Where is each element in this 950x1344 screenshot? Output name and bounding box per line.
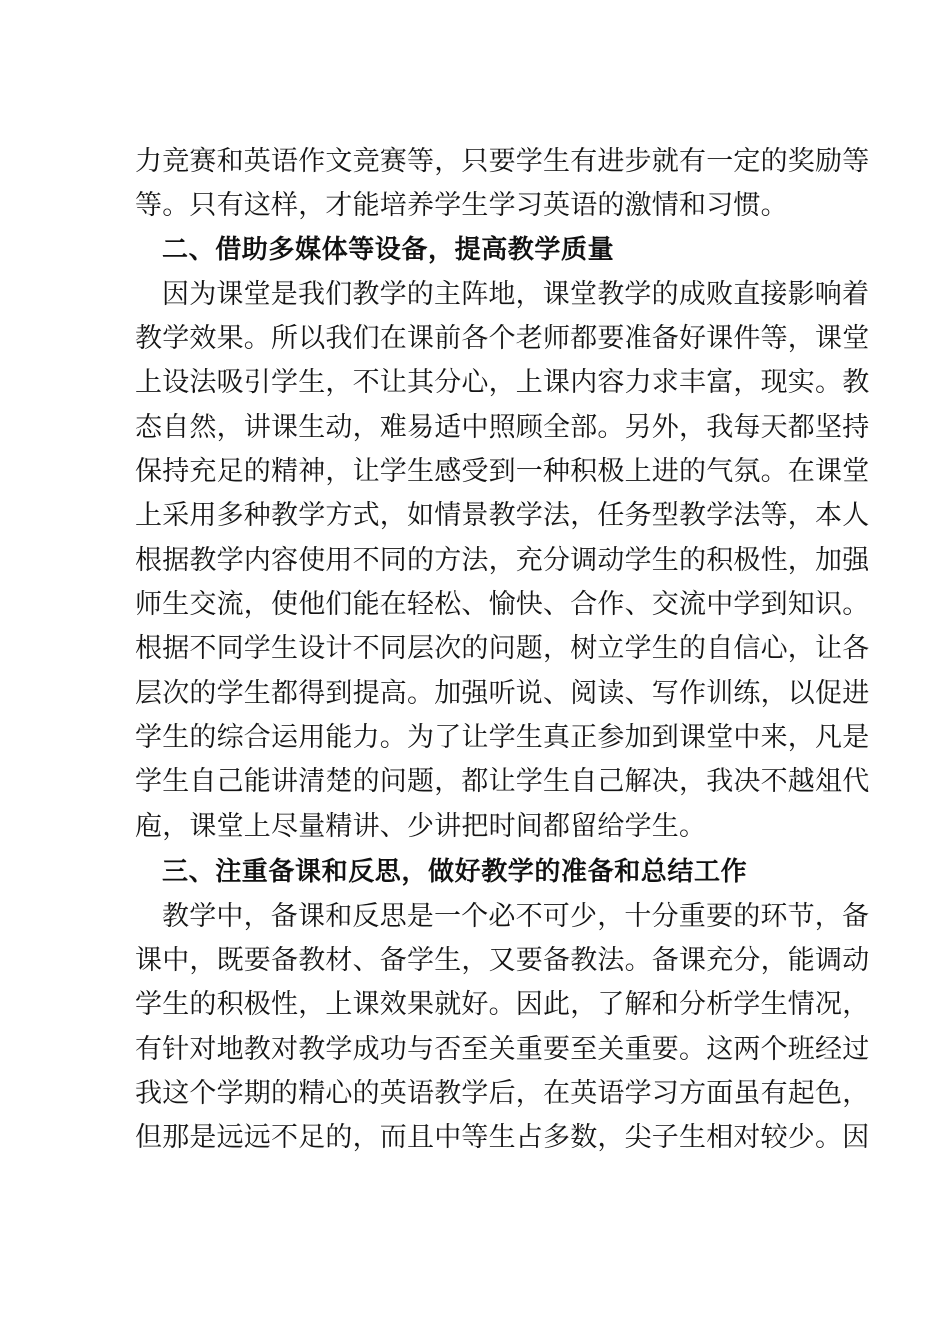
body-line-10: 师生交流，使他们能在轻松、愉快、合作、交流中学到知识。 bbox=[135, 589, 870, 620]
body-line-19: 有针对地教对教学成功与否至关重要至关重要。这两个班经过 bbox=[135, 1034, 870, 1065]
section-heading-3: 三、注重备课和反思，做好教学的准备和总结工作 bbox=[162, 857, 748, 887]
body-line-3: 因为课堂是我们教学的主阵地，课堂教学的成败直接影响着 bbox=[162, 279, 870, 310]
body-line-5: 上设法吸引学生，不让其分心，上课内容力求丰富，现实。教 bbox=[135, 367, 870, 398]
section-heading-2: 二、借助多媒体等设备，提高教学质量 bbox=[162, 235, 615, 265]
body-line-18: 学生的积极性，上课效果就好。因此，了解和分析学生情况， bbox=[135, 989, 870, 1020]
body-line-7: 保持充足的精神，让学生感受到一种积极上进的气氛。在课堂 bbox=[135, 456, 870, 487]
body-line-13: 学生的综合运用能力。为了让学生真正参加到课堂中来，凡是 bbox=[135, 722, 870, 753]
body-line-11: 根据不同学生设计不同层次的问题，树立学生的自信心，让各 bbox=[135, 633, 870, 664]
body-line-21: 但那是远远不足的，而且中等生占多数，尖子生相对较少。因 bbox=[135, 1122, 870, 1153]
body-line-14: 学生自己能讲清楚的问题，都让学生自己解决，我决不越俎代 bbox=[135, 766, 870, 797]
body-line-4: 教学效果。所以我们在课前各个老师都要准备好课件等，课堂 bbox=[135, 323, 870, 354]
body-line-9: 根据教学内容使用不同的方法，充分调动学生的积极性，加强 bbox=[135, 545, 870, 576]
body-line-2: 等。只有这样，才能培养学生学习英语的激情和习惯。 bbox=[135, 190, 788, 221]
body-line-8: 上采用多种教学方式，如情景教学法，任务型教学法等，本人 bbox=[135, 500, 870, 531]
body-line-16: 教学中，备课和反思是一个必不可少，十分重要的环节，备 bbox=[162, 901, 870, 932]
body-line-6: 态自然，讲课生动，难易适中照顾全部。另外，我每天都坚持 bbox=[135, 412, 870, 443]
body-line-15: 庖，课堂上尽量精讲、少讲把时间都留给学生。 bbox=[135, 811, 707, 842]
body-line-12: 层次的学生都得到提高。加强听说、阅读、写作训练，以促进 bbox=[135, 678, 870, 709]
body-line-1: 力竞赛和英语作文竞赛等，只要学生有进步就有一定的奖励等 bbox=[135, 146, 870, 177]
body-line-17: 课中，既要备教材、备学生，又要备教法。备课充分，能调动 bbox=[135, 945, 870, 976]
body-line-20: 我这个学期的精心的英语教学后，在英语学习方面虽有起色， bbox=[135, 1078, 870, 1109]
